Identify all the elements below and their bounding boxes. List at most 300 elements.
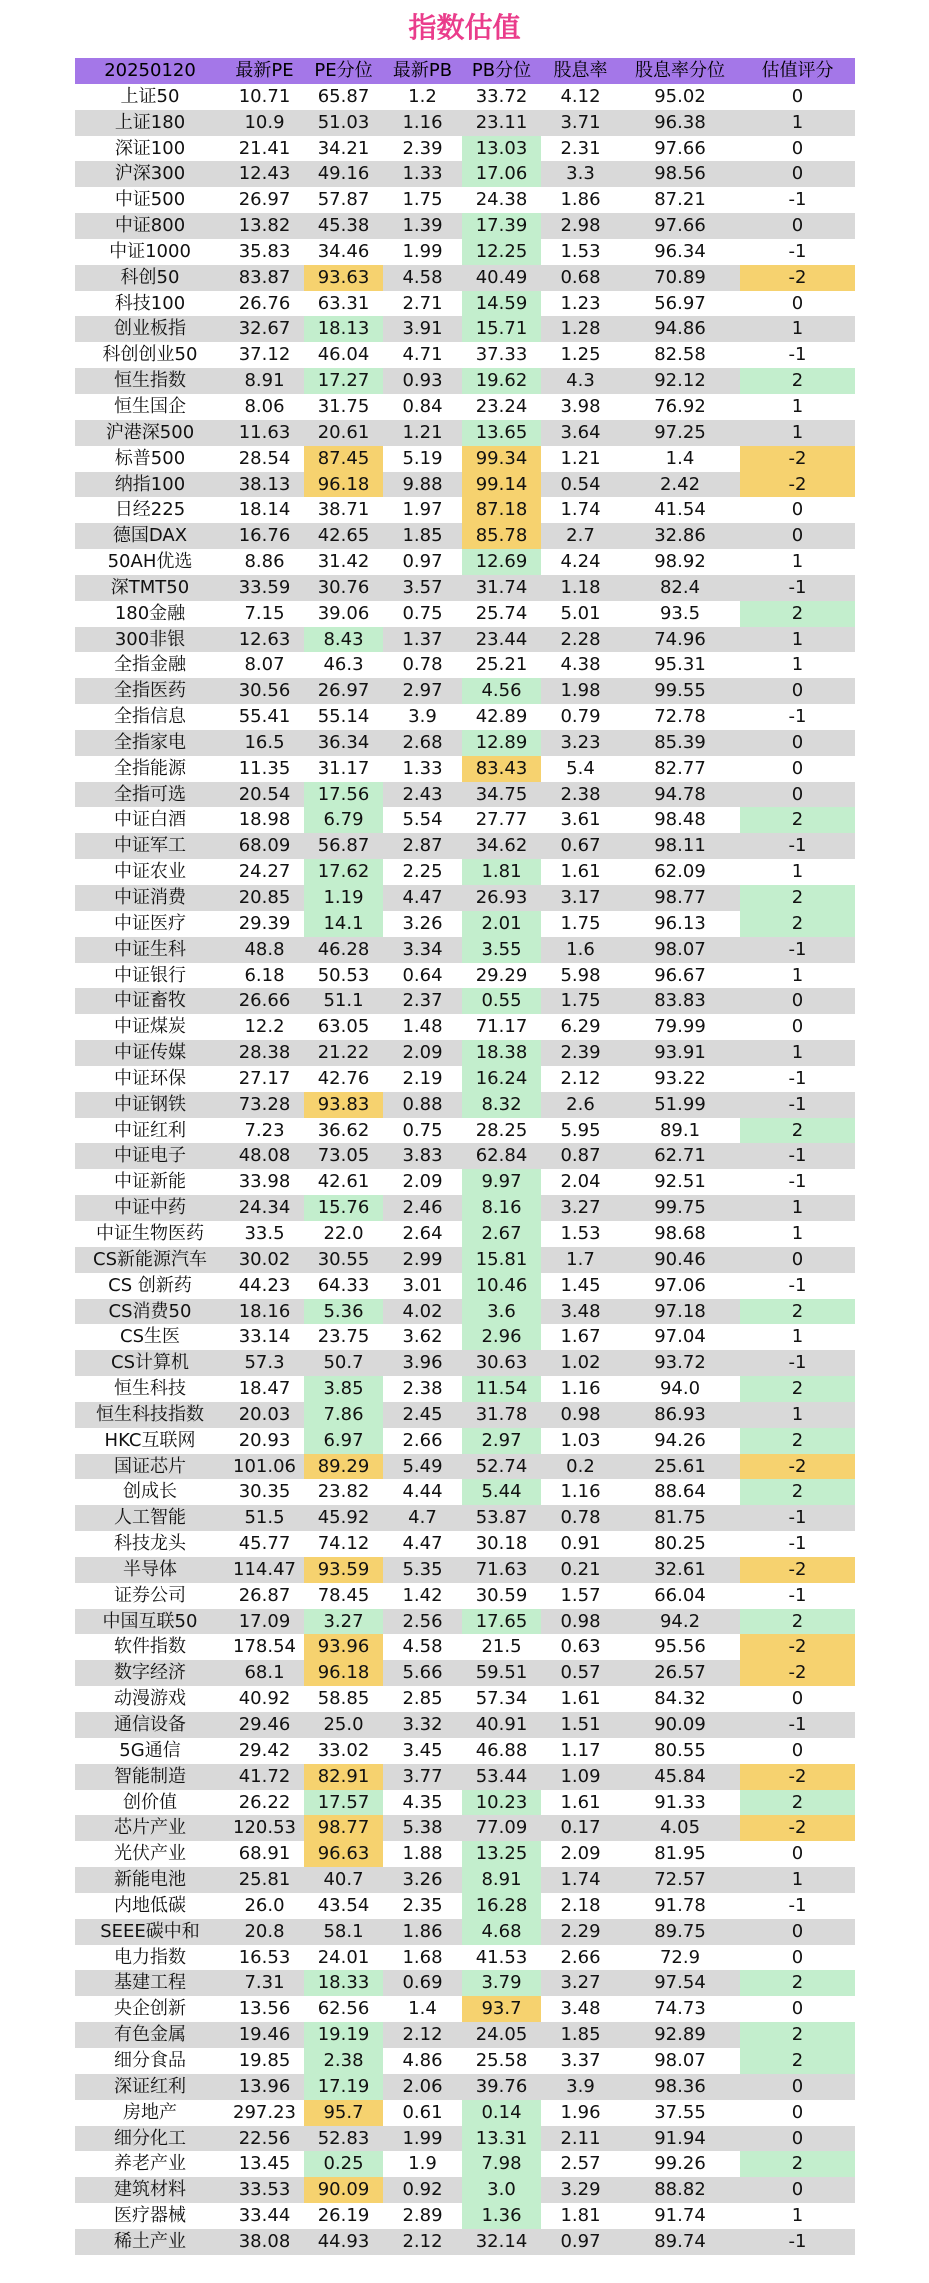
index-name: 电力指数 <box>114 1946 186 1968</box>
valuation-score: 2 <box>740 1118 855 1144</box>
pb-percentile: 99.34 <box>462 446 541 472</box>
valuation-score: 0 <box>791 2075 804 2097</box>
pe-value: 18.14 <box>238 499 291 521</box>
pb-value: 2.12 <box>402 2230 443 2252</box>
valuation-score: -1 <box>788 1171 807 1193</box>
pb-value: 1.33 <box>402 757 443 779</box>
pb-percentile: 71.63 <box>475 1558 528 1580</box>
pe-value: 17.09 <box>238 1610 291 1632</box>
pb-percentile: 31.74 <box>475 576 528 598</box>
pb-percentile: 37.33 <box>475 344 528 366</box>
pe-percentile: 0.25 <box>304 2151 383 2177</box>
table-row <box>75 911 855 937</box>
pb-value: 1.68 <box>402 1946 443 1968</box>
table-row <box>75 2022 855 2048</box>
dividend-yield: 1.45 <box>560 1274 601 1296</box>
index-name: 有色金属 <box>114 2024 186 2046</box>
pb-percentile: 30.59 <box>475 1584 528 1606</box>
pb-percentile: 62.84 <box>475 1145 528 1167</box>
dividend-yield: 1.61 <box>560 1688 601 1710</box>
pe-value: 38.08 <box>238 2230 291 2252</box>
dividend-yield: 2.11 <box>560 2127 601 2149</box>
pb-percentile: 87.18 <box>462 497 541 523</box>
dividend-yield: 0.2 <box>566 1455 595 1477</box>
dividend-percentile: 88.64 <box>654 1481 706 1503</box>
pe-percentile: 65.87 <box>317 85 370 107</box>
pb-value: 1.9 <box>408 2153 437 2175</box>
pe-pct-header: PE分位 <box>314 60 373 81</box>
pe-percentile: 52.83 <box>317 2127 370 2149</box>
table-row <box>75 833 855 859</box>
pb-percentile: 24.38 <box>475 189 528 211</box>
dividend-percentile: 32.86 <box>654 525 706 547</box>
pe-percentile: 73.05 <box>317 1145 370 1167</box>
table-row <box>75 161 855 187</box>
pb-percentile: 1.36 <box>462 2203 541 2229</box>
pe-value: 7.15 <box>244 602 285 624</box>
pe-percentile: 44.93 <box>317 2230 370 2252</box>
index-name: 细分食品 <box>114 2049 186 2071</box>
dividend-yield: 1.74 <box>560 499 601 521</box>
table-row <box>75 756 855 782</box>
index-name: 中证生物医药 <box>96 1222 204 1244</box>
index-name: 中证医疗 <box>114 912 186 934</box>
dividend-yield: 1.25 <box>560 344 601 366</box>
pb-percentile: 23.24 <box>475 395 528 417</box>
valuation-score: 0 <box>791 1248 804 1270</box>
table-row <box>75 1893 855 1919</box>
table-row <box>75 1841 855 1867</box>
index-name: 恒生科技指数 <box>96 1403 204 1425</box>
pe-percentile: 74.12 <box>317 1533 370 1555</box>
pb-percentile: 10.23 <box>462 1790 541 1816</box>
dividend-percentile: 72.57 <box>654 1869 706 1891</box>
pb-percentile: 30.63 <box>475 1352 528 1374</box>
pe-value: 26.97 <box>238 189 291 211</box>
pb-value: 5.54 <box>402 809 443 831</box>
pb-value: 2.43 <box>402 783 443 805</box>
pe-percentile: 17.62 <box>304 859 383 885</box>
pe-value: 30.56 <box>238 680 291 702</box>
dividend-percentile: 2.42 <box>659 473 701 495</box>
pe-value: 20.85 <box>238 887 291 908</box>
dividend-yield: 5.98 <box>560 964 601 986</box>
dividend-percentile: 93.72 <box>654 1352 706 1374</box>
dividend-percentile: 97.66 <box>654 137 706 159</box>
pb-percentile: 12.89 <box>462 730 541 756</box>
valuation-score: 2 <box>740 2151 855 2177</box>
pe-percentile: 38.71 <box>317 499 370 521</box>
table-row <box>75 1712 855 1738</box>
valuation-score: 0 <box>791 1920 804 1942</box>
dividend-percentile: 97.18 <box>654 1300 706 1322</box>
dividend-percentile: 51.99 <box>654 1093 706 1115</box>
dividend-yield: 1.23 <box>560 292 601 314</box>
index-name: 创价值 <box>123 1791 177 1813</box>
pb-value: 1.16 <box>402 111 443 133</box>
table-row <box>75 1454 855 1480</box>
table-row <box>75 1014 855 1040</box>
pe-percentile: 15.76 <box>304 1195 383 1221</box>
dividend-yield: 1.86 <box>560 189 601 211</box>
pb-value: 0.75 <box>402 602 443 624</box>
pb-value: 3.26 <box>402 1869 443 1891</box>
valuation-score: 0 <box>791 292 804 314</box>
table-row <box>75 1557 855 1583</box>
index-name: 全指可选 <box>114 783 186 805</box>
pe-value: 12.2 <box>244 1016 285 1038</box>
pe-value: 25.81 <box>238 1869 291 1891</box>
valuation-score: 0 <box>791 2101 804 2123</box>
pb-value: 0.78 <box>402 654 443 676</box>
pe-percentile: 93.59 <box>304 1557 383 1583</box>
table-row <box>75 2074 855 2100</box>
pe-percentile: 63.05 <box>317 1016 370 1038</box>
pb-percentile: 3.55 <box>462 937 541 963</box>
pe-value: 32.67 <box>238 318 291 340</box>
dividend-percentile: 94.78 <box>654 783 706 805</box>
table-row <box>75 1867 855 1893</box>
dividend-percentile: 98.92 <box>654 551 706 573</box>
valuation-score: 1 <box>791 1869 804 1891</box>
table-row <box>75 1505 855 1531</box>
pe-percentile: 40.7 <box>323 1869 364 1891</box>
pb-value: 4.58 <box>402 266 443 288</box>
table-row <box>75 2151 855 2177</box>
valuation-score: -1 <box>788 2230 807 2252</box>
pb-value: 2.38 <box>402 1378 443 1400</box>
index-name: 恒生指数 <box>114 370 186 392</box>
pe-value: 33.53 <box>238 2179 291 2201</box>
dividend-yield: 2.31 <box>560 137 601 159</box>
dividend-percentile: 90.09 <box>654 1714 706 1735</box>
valuation-score: 1 <box>791 964 804 986</box>
pb-value: 4.7 <box>408 1507 437 1529</box>
dividend-yield: 0.21 <box>560 1558 601 1580</box>
dividend-percentile: 74.96 <box>654 628 706 650</box>
pb-value: 3.96 <box>402 1352 443 1374</box>
dividend-percentile: 80.55 <box>654 1739 706 1761</box>
dividend-percentile: 56.97 <box>654 292 706 314</box>
index-name: CS新能源汽车 <box>93 1248 207 1270</box>
index-name: 内地低碳 <box>114 1894 186 1916</box>
pb-percentile: 93.7 <box>462 1996 541 2022</box>
dividend-percentile: 98.07 <box>654 938 706 960</box>
pb-value: 2.71 <box>402 292 443 314</box>
valuation-score: -2 <box>740 1764 855 1790</box>
table-row <box>75 136 855 162</box>
dividend-percentile: 92.12 <box>654 370 706 392</box>
table-row <box>75 1738 855 1764</box>
table-row <box>75 1299 855 1325</box>
pb-value: 0.75 <box>402 1119 443 1141</box>
pb-value: 1.75 <box>402 189 443 211</box>
table-row <box>75 549 855 575</box>
pe-value: 26.87 <box>238 1584 291 1606</box>
pe-percentile: 17.56 <box>304 782 383 808</box>
pe-value: 40.92 <box>238 1688 291 1710</box>
pe-value: 7.23 <box>244 1119 285 1141</box>
pe-value: 27.17 <box>238 1067 291 1089</box>
table-row <box>75 84 855 110</box>
table-row <box>75 1169 855 1195</box>
valuation-score: 1 <box>791 2205 804 2227</box>
table-row <box>75 110 855 136</box>
valuation-score: 2 <box>740 1479 855 1505</box>
index-name: 科技100 <box>114 292 186 314</box>
dividend-yield: 1.17 <box>560 1739 601 1761</box>
dividend-percentile: 99.75 <box>654 1197 706 1219</box>
dividend-yield: 1.96 <box>560 2101 601 2123</box>
pe-percentile: 19.19 <box>304 2022 383 2048</box>
table-row <box>75 782 855 808</box>
pb-percentile: 42.89 <box>475 706 528 728</box>
dividend-percentile: 94.26 <box>654 1429 706 1451</box>
index-name: 上证50 <box>120 85 180 107</box>
pb-percentile: 34.62 <box>475 835 528 857</box>
table-row <box>75 420 855 446</box>
pb-percentile: 5.44 <box>462 1479 541 1505</box>
dividend-yield: 2.7 <box>566 525 595 547</box>
pb-percentile: 19.62 <box>462 368 541 394</box>
pb-value: 4.02 <box>402 1300 443 1322</box>
pb-value: 3.45 <box>402 1739 443 1761</box>
pb-percentile: 13.65 <box>462 420 541 446</box>
pb-percentile: 14.59 <box>462 291 541 317</box>
pe-percentile: 18.33 <box>304 1970 383 1996</box>
pb-value: 1.99 <box>402 2127 443 2149</box>
pb-percentile: 34.75 <box>475 783 528 805</box>
table-row <box>75 2229 855 2255</box>
valuation-score: -1 <box>788 189 807 211</box>
pe-percentile: 89.29 <box>304 1454 383 1480</box>
pe-value: 55.41 <box>238 706 291 728</box>
pb-value: 2.06 <box>402 2075 443 2097</box>
valuation-score: -1 <box>788 938 807 960</box>
pe-value: 21.41 <box>238 137 291 159</box>
pe-percentile: 31.42 <box>317 551 370 573</box>
pb-value: 1.88 <box>402 1843 443 1865</box>
index-name: 全指金融 <box>114 654 186 676</box>
dividend-percentile: 97.66 <box>654 215 706 237</box>
valuation-score: 1 <box>791 318 804 340</box>
pe-value: 16.53 <box>238 1946 291 1968</box>
pe-value: 178.54 <box>233 1636 296 1658</box>
pb-percentile: 26.93 <box>475 887 528 908</box>
table-row <box>75 342 855 368</box>
pe-value: 37.12 <box>238 344 291 366</box>
table-row <box>75 652 855 678</box>
pe-value: 16.76 <box>238 525 291 547</box>
table-row <box>75 807 855 833</box>
dividend-yield: 2.28 <box>560 628 601 650</box>
dividend-percentile: 96.67 <box>654 964 706 986</box>
pe-value: 8.06 <box>244 395 285 417</box>
table-row <box>75 1970 855 1996</box>
dividend-percentile: 82.4 <box>659 576 701 598</box>
pe-percentile: 93.63 <box>304 265 383 291</box>
dividend-percentile: 89.74 <box>654 2230 706 2252</box>
dividend-percentile: 26.57 <box>654 1662 706 1684</box>
valuation-score: 1 <box>791 395 804 417</box>
dividend-yield: 3.9 <box>566 2075 595 2097</box>
index-name: 中证中药 <box>114 1197 186 1219</box>
valuation-score: -2 <box>740 265 855 291</box>
dividend-percentile: 98.56 <box>654 163 706 185</box>
pe-value: 7.31 <box>244 1972 285 1994</box>
pb-value: 0.92 <box>402 2179 443 2201</box>
dividend-yield: 1.18 <box>560 576 601 598</box>
dividend-percentile: 92.51 <box>654 1171 706 1193</box>
table-row <box>75 1350 855 1376</box>
pe-value: 68.09 <box>238 835 291 857</box>
valuation-score: 2 <box>740 807 855 833</box>
dividend-percentile: 94.86 <box>654 318 706 340</box>
table-row <box>75 1531 855 1557</box>
pe-percentile: 20.61 <box>317 421 370 443</box>
index-name: 5G通信 <box>119 1739 181 1761</box>
dividend-yield: 3.37 <box>560 2049 601 2071</box>
pe-value: 33.98 <box>238 1171 291 1193</box>
dividend-yield: 1.51 <box>560 1714 601 1735</box>
pe-percentile: 57.87 <box>317 189 370 211</box>
dividend-yield: 0.67 <box>560 835 601 857</box>
dividend-percentile: 97.04 <box>654 1326 706 1348</box>
pe-percentile: 50.53 <box>317 964 370 986</box>
pb-value: 4.71 <box>402 344 443 366</box>
index-name: CS生医 <box>120 1326 180 1348</box>
pb-percentile: 15.71 <box>462 316 541 342</box>
valuation-score: 1 <box>791 421 804 443</box>
table-row <box>75 2048 855 2074</box>
dividend-percentile: 62.09 <box>654 861 706 883</box>
index-name: 国证芯片 <box>114 1455 186 1477</box>
table-row <box>75 1609 855 1635</box>
index-name: 养老产业 <box>114 2153 186 2175</box>
valuation-score: -1 <box>788 1067 807 1089</box>
pe-value: 19.85 <box>238 2049 291 2071</box>
pb-value: 4.47 <box>402 887 443 908</box>
pb-value: 1.99 <box>402 240 443 262</box>
dividend-yield: 2.04 <box>560 1171 601 1193</box>
table-row <box>75 1221 855 1247</box>
dividend-yield: 1.57 <box>560 1584 601 1606</box>
pe-percentile: 36.62 <box>317 1119 370 1141</box>
pe-percentile: 22.0 <box>323 1222 364 1244</box>
pb-percentile: 4.68 <box>462 1919 541 1945</box>
pe-percentile: 23.75 <box>317 1326 370 1348</box>
table-row <box>75 316 855 342</box>
valuation-score: 2 <box>740 1790 855 1816</box>
pb-value: 1.2 <box>408 85 437 107</box>
page-title: 指数估值 <box>408 11 521 44</box>
pe-percentile: 50.7 <box>323 1352 364 1374</box>
pb-percentile: 32.14 <box>475 2230 528 2252</box>
pb-percentile: 53.44 <box>475 1765 528 1787</box>
valuation-score: -1 <box>788 240 807 262</box>
pe-percentile: 78.45 <box>317 1584 370 1606</box>
pb-pct-header: PB分位 <box>471 60 532 81</box>
pb-percentile: 12.69 <box>462 549 541 575</box>
valuation-score: -1 <box>788 1894 807 1916</box>
pb-percentile: 46.88 <box>475 1739 528 1761</box>
dividend-yield: 1.75 <box>560 990 601 1012</box>
valuation-score: 2 <box>740 601 855 627</box>
pe-value: 33.14 <box>238 1326 291 1348</box>
pb-percentile: 3.79 <box>462 1970 541 1996</box>
table-row <box>75 291 855 317</box>
dividend-yield: 0.54 <box>560 473 601 495</box>
table-row <box>75 1247 855 1273</box>
valuation-score: 2 <box>740 368 855 394</box>
index-name: 动漫游戏 <box>114 1688 186 1710</box>
pb-percentile: 4.56 <box>462 678 541 704</box>
pe-value: 68.1 <box>244 1662 285 1684</box>
pb-value: 1.42 <box>402 1584 443 1606</box>
index-name: 细分化工 <box>114 2127 186 2149</box>
pb-percentile: 10.46 <box>462 1273 541 1299</box>
pe-percentile: 43.54 <box>317 1894 370 1916</box>
dividend-percentile: 81.75 <box>654 1507 706 1529</box>
valuation-score: 0 <box>791 1739 804 1761</box>
pb-value: 3.91 <box>402 318 443 340</box>
table-row <box>75 1815 855 1841</box>
pb-percentile: 25.58 <box>475 2049 528 2071</box>
pb-percentile: 28.25 <box>475 1119 528 1141</box>
dividend-percentile: 97.54 <box>654 1972 706 1994</box>
pe-percentile: 87.45 <box>304 446 383 472</box>
pb-percentile: 23.44 <box>475 628 528 650</box>
valuation-score: -1 <box>788 1093 807 1115</box>
pe-value: 10.9 <box>244 111 285 133</box>
pe-percentile: 26.19 <box>317 2205 370 2227</box>
dividend-yield: 2.38 <box>560 783 601 805</box>
pe-value: 12.43 <box>238 163 291 185</box>
table-row <box>75 885 855 911</box>
valuation-score: 0 <box>791 1843 804 1865</box>
index-name: CS 创新药 <box>108 1274 192 1296</box>
pb-percentile: 16.24 <box>462 1066 541 1092</box>
dividend-yield: 1.53 <box>560 1222 601 1244</box>
pb-percentile: 2.01 <box>462 911 541 937</box>
pb-value: 5.35 <box>402 1558 443 1580</box>
valuation-score: -1 <box>788 1507 807 1529</box>
pb-value: 2.85 <box>402 1688 443 1710</box>
dividend-yield: 4.3 <box>566 370 595 392</box>
dividend-percentile: 83.83 <box>654 990 706 1012</box>
pb-value: 1.85 <box>402 525 443 547</box>
pe-value: 18.47 <box>238 1378 291 1400</box>
score-header: 估值评分 <box>761 60 834 81</box>
pe-percentile: 33.02 <box>317 1739 370 1761</box>
index-name: 上证180 <box>114 111 186 133</box>
pe-value: 12.63 <box>238 628 291 650</box>
dividend-percentile: 94.0 <box>659 1378 701 1400</box>
dividend-yield: 0.79 <box>560 706 601 728</box>
dividend-yield: 2.57 <box>560 2153 601 2175</box>
dividend-percentile: 79.99 <box>654 1016 706 1038</box>
index-name: 中证电子 <box>114 1145 186 1167</box>
pb-value: 1.4 <box>408 1998 437 2020</box>
pe-value: 41.72 <box>238 1765 291 1787</box>
pb-value: 4.58 <box>402 1636 443 1658</box>
table-row <box>75 678 855 704</box>
dividend-yield: 1.98 <box>560 680 601 702</box>
pe-percentile: 34.21 <box>317 137 370 159</box>
pe-value: 18.16 <box>238 1300 291 1322</box>
valuation-score: 1 <box>791 1326 804 1348</box>
index-name: 科创50 <box>120 266 180 288</box>
